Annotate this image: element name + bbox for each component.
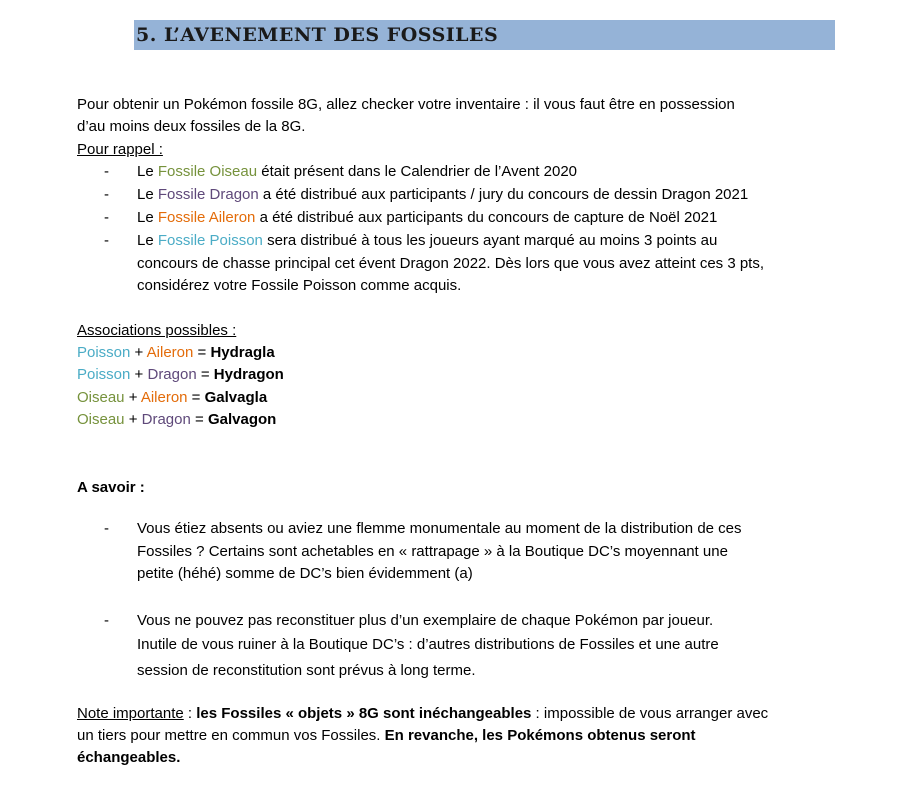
- note-separator: :: [183, 705, 197, 722]
- note-line-2: [77, 727, 696, 744]
- rappel-item-prefix: Le: [137, 163, 158, 180]
- association-result: Galvagla: [204, 389, 268, 406]
- rappel-heading: Pour rappel :: [77, 141, 163, 158]
- rappel-item-prefix: Le: [137, 232, 158, 249]
- savoir-item-1-line-1: Vous étiez absents ou aviez une flemme monumentale au moment de la distribution de ces: [137, 520, 742, 537]
- savoir-item-2-line-1: Vous ne pouvez pas reconstituer plus d’un exemplaire de chaque Pokémon par joueur.: [137, 612, 714, 629]
- association-result: Hydragon: [213, 366, 284, 383]
- association-fossil-b: Dragon: [141, 411, 191, 428]
- rappel-item-continuation: considérez votre Fossile Poisson comme acquis.: [137, 277, 462, 294]
- rappel-item: [137, 232, 717, 249]
- association-row: [77, 411, 276, 428]
- note-line-1: [77, 705, 768, 722]
- savoir-item-1-line-3: petite (héhé) somme de DC’s bien évidemment (a): [137, 565, 473, 582]
- savoir-item-2-line-3: session de reconstitution sont prévus à long terme.: [137, 662, 476, 679]
- association-row: [77, 366, 284, 383]
- association-row: [77, 344, 275, 361]
- bullet-dash: -: [104, 186, 109, 203]
- association-result: Hydragla: [210, 344, 275, 361]
- associations-heading: Associations possibles :: [77, 322, 237, 339]
- bullet-dash: -: [104, 232, 109, 249]
- rappel-item-text: a été distribué aux participants du concours de capture de Noël 2021: [255, 209, 718, 226]
- bullet-dash: -: [104, 209, 109, 226]
- association-fossil-b: Dragon: [147, 366, 197, 383]
- fossil-aileron-label: Fossile Aileron: [157, 209, 256, 226]
- equals-sign: =: [196, 366, 214, 383]
- association-fossil-a: Oiseau: [77, 389, 125, 406]
- fossil-poisson-label: Fossile Poisson: [157, 232, 263, 249]
- association-fossil-b: Aileron: [140, 389, 188, 406]
- intro-line-1: Pour obtenir un Pokémon fossile 8G, allez checker votre inventaire : il vous faut être en possession: [77, 96, 735, 113]
- association-fossil-a: Poisson: [77, 344, 131, 361]
- savoir-heading: A savoir :: [77, 479, 145, 496]
- association-result: Galvagon: [207, 411, 277, 428]
- plus-sign: +: [130, 366, 148, 383]
- rappel-item-prefix: Le: [137, 186, 158, 203]
- rappel-item-text: sera distribué à tous les joueurs ayant marqué au moins 3 points au: [262, 232, 718, 249]
- equals-sign: =: [193, 344, 211, 361]
- equals-sign: =: [187, 389, 205, 406]
- plus-sign: +: [130, 344, 147, 361]
- rappel-item: [137, 163, 577, 180]
- savoir-item-1-line-2: Fossiles ? Certains sont achetables en « rattrapage » à la Boutique DC’s moyennant une: [137, 543, 728, 560]
- note-line-3: échangeables.: [77, 749, 181, 766]
- section-title: 5. L’AVENEMENT DES FOSSILES: [136, 24, 499, 46]
- rappel-item: [137, 209, 717, 226]
- savoir-item-2-line-2: Inutile de vous ruiner à la Boutique DC’s : d’autres distributions de Fossiles et une autre: [137, 636, 719, 653]
- bullet-dash: -: [104, 163, 109, 180]
- association-fossil-a: Oiseau: [77, 411, 125, 428]
- plus-sign: +: [124, 411, 142, 428]
- bullet-dash: -: [104, 520, 109, 537]
- equals-sign: =: [190, 411, 208, 428]
- fossil-dragon-label: Fossile Dragon: [157, 186, 259, 203]
- rappel-item-text: a été distribué aux participants / jury du concours de dessin Dragon 2021: [258, 186, 749, 203]
- association-fossil-b: Aileron: [146, 344, 194, 361]
- note-label: Note importante: [77, 705, 184, 722]
- note-text: : impossible de vous arranger avec: [531, 705, 769, 722]
- bullet-dash: -: [104, 612, 109, 629]
- rappel-item: [137, 186, 748, 203]
- rappel-item-text: était présent dans le Calendrier de l’Avent 2020: [257, 163, 578, 180]
- plus-sign: +: [124, 389, 141, 406]
- note-bold-text: les Fossiles « objets » 8G sont inéchangeables: [196, 705, 532, 722]
- note-text: un tiers pour mettre en commun vos Fossiles.: [77, 727, 385, 744]
- fossil-oiseau-label: Fossile Oiseau: [157, 163, 258, 180]
- rappel-item-prefix: Le: [137, 209, 158, 226]
- association-fossil-a: Poisson: [77, 366, 131, 383]
- note-bold-text: En revanche, les Pokémons obtenus seront: [384, 727, 696, 744]
- rappel-item-continuation: concours de chasse principal cet évent Dragon 2022. Dès lors que vous avez atteint ces 3 pts,: [137, 255, 765, 272]
- association-row: [77, 389, 267, 406]
- intro-line-2: d’au moins deux fossiles de la 8G.: [77, 118, 306, 135]
